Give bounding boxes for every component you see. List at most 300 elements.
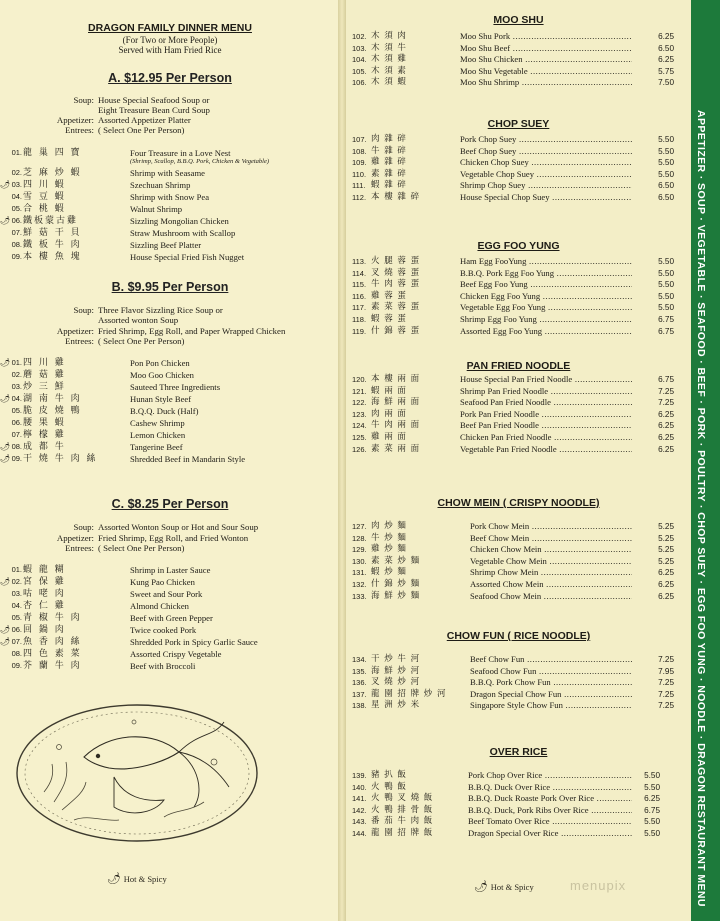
item-name: House Special Chop Suey ..... (460, 192, 632, 204)
entree-row (6, 239, 336, 251)
item-number: 117. (352, 303, 367, 313)
item-number: 128. (352, 533, 367, 543)
item-name: Moo Shu Beef ..... (460, 43, 632, 55)
entree-name: Walnut Shrimp (130, 204, 183, 214)
item-number: 105. (352, 66, 367, 76)
entree-chinese-name: 成 都 牛 (23, 442, 66, 452)
item-price: 5.50 (658, 257, 674, 266)
entree-row (6, 648, 336, 660)
item-name: Shrimp Egg Foo Yung ..... (460, 314, 632, 326)
entree-number: 01. (11, 358, 22, 367)
entree-number: 03. (11, 589, 22, 598)
entree-row (6, 167, 336, 179)
entree-row (0, 441, 336, 453)
set-b-appetizer: Appetizer: Fried Shrimp, Egg Roll, and Paper Wrapped Chicken (56, 326, 286, 336)
entree-name: House Special Fried Fish Nugget (130, 252, 245, 262)
menu-item-row (352, 409, 682, 421)
entree-name: Shrimp with Snow Pea (130, 192, 210, 202)
menu-item-row (352, 689, 682, 701)
item-chinese-name: 海 鮮 炒 麵 (371, 590, 421, 601)
menupix-watermark: menupix (570, 878, 627, 893)
entree-chinese-name: 炒 三 鮮 (23, 382, 66, 392)
entree-name: Tangerine Beef (130, 442, 183, 452)
entree-subnote: (Shrimp, Scallop, B.B.Q. Pork, Chicken & Vegetable) (130, 158, 269, 165)
item-number: 109. (352, 158, 367, 168)
entree-chinese-name: 本 樓 魚 塊 (23, 252, 82, 262)
entree-chinese-name: 青 椒 牛 肉 (23, 613, 82, 623)
item-number: 140. (352, 782, 367, 792)
item-name: Chicken Egg Foo Yung ..... (460, 291, 632, 303)
page-fold (338, 0, 346, 921)
item-chinese-name: 肉 炒 麵 (371, 521, 407, 531)
entree-name: Sauteed Three Ingredients (130, 382, 221, 392)
item-price: 5.25 (658, 545, 674, 555)
entree-number: 03. (11, 180, 22, 189)
entree-row (6, 405, 336, 417)
item-number: 141. (352, 794, 367, 804)
entree-name: Four Treasure in a Love Nest (130, 148, 231, 158)
item-chinese-name: 牛 雜 碎 (371, 145, 407, 156)
item-number: 114. (352, 268, 367, 278)
entree-chinese-name: 蘑 菇 雞 (23, 370, 66, 380)
item-price: 6.75 (658, 326, 674, 336)
entree-chinese-name: 四 川 雞 (23, 358, 66, 368)
item-name: Pork Chop Over Rice ..... (468, 770, 632, 782)
item-name: Moo Shu Pork ..... (460, 31, 632, 43)
item-price: 5.50 (658, 268, 674, 278)
entree-name: Beef with Broccoli (130, 661, 196, 671)
entree-row (6, 612, 336, 624)
item-price: 7.95 (658, 666, 674, 676)
menu-item-row (352, 444, 682, 456)
entree-number: 01. (11, 148, 22, 157)
item-name: Shrimp Chow Mein ..... (470, 567, 632, 579)
item-name: Vegetable Chow Mein ..... (470, 556, 632, 568)
item-chinese-name: 木 須 雞 (371, 54, 407, 65)
entree-name: Assorted Crispy Vegetable (130, 649, 222, 659)
set-b-soup: Soup: Three Flavor Sizzling Rice Soup or (73, 305, 223, 315)
item-name: Chicken Pan Fried Noodle ..... (460, 432, 632, 444)
entree-chinese-name: 魚 香 肉 絲 (23, 637, 82, 647)
item-chinese-name: 什 錦 蓉 蛋 (371, 325, 421, 336)
menu-item-row (352, 268, 682, 280)
entree-row (0, 624, 336, 636)
entree-chinese-name: 雪 豆 蝦 (23, 192, 66, 202)
entree-name: Moo Goo Chicken (130, 370, 194, 380)
entree-chinese-name: 杏 仁 雞 (23, 601, 66, 611)
item-price: 7.50 (658, 78, 674, 88)
menu-item-row (352, 666, 682, 678)
set-a-soup: Soup: House Special Seafood Soup or (73, 95, 210, 105)
item-chinese-name: 叉 燒 炒 河 (371, 677, 421, 688)
menu-item-row (352, 43, 682, 55)
item-price: 7.25 (658, 701, 674, 711)
entree-name: Sizzling Mongolian Chicken (130, 216, 229, 226)
item-number: 115. (352, 280, 367, 290)
entree-name: Shredded Beef in Mandarin Style (130, 454, 246, 464)
item-number: 123. (352, 409, 367, 419)
item-chinese-name: 雞 炒 麵 (371, 544, 407, 555)
entree-chinese-name: 湖 南 牛 肉 (23, 394, 82, 404)
item-price: 5.25 (658, 556, 674, 566)
entree-chinese-name: 回 鍋 肉 (23, 625, 66, 635)
item-name: Seafood Chow Fun ..... (470, 666, 632, 678)
item-price: 5.50 (658, 169, 674, 179)
item-name: Beef Egg Foo Yung ..... (460, 279, 632, 291)
entree-row (0, 453, 336, 465)
item-price: 7.25 (658, 655, 674, 664)
set-c-soup: Soup: Assorted Wonton Soup or Hot and Sour Soup (73, 522, 259, 532)
entree-name: B.Q.Q. Duck (Half) (130, 406, 199, 416)
entree-chinese-name: 芥 蘭 牛 肉 (23, 661, 82, 671)
item-chinese-name: 火 鴨 飯 (371, 781, 407, 792)
item-number: 107. (352, 135, 367, 144)
item-chinese-name: 素 雜 碎 (371, 168, 407, 179)
menu-item-row (352, 192, 682, 204)
menu-item-row (352, 793, 682, 805)
side-category-band (691, 0, 720, 921)
section-title: EGG FOO YUNG (477, 240, 560, 252)
item-name: Chicken Chop Suey ..... (460, 157, 632, 169)
chili-icon: 🌶 (0, 577, 11, 586)
section-title: CHOP SUEY (487, 118, 550, 130)
item-chinese-name: 木 須 素 (371, 65, 407, 76)
item-number: 136. (352, 678, 367, 688)
item-chinese-name: 蝦 炒 麵 (371, 567, 407, 578)
menu-item-row (352, 533, 682, 545)
chili-icon: 🌶 (107, 873, 121, 885)
entree-chinese-name: 脆 皮 燒 鴨 (23, 406, 82, 416)
left-spicy-legend-label: Hot & Spicy (123, 874, 167, 884)
item-chinese-name: 木 須 肉 (371, 31, 407, 41)
menu-item-row (352, 828, 682, 840)
goldfish-plate-illustration (14, 702, 260, 844)
item-chinese-name: 叉 燒 蓉 蛋 (371, 267, 421, 278)
item-number: 102. (352, 32, 367, 41)
entree-chinese-name: 鮮 菇 干 貝 (23, 228, 82, 238)
set-c-entree-list (0, 564, 336, 679)
item-number: 131. (352, 568, 367, 578)
menu-item-row (352, 66, 682, 78)
item-chinese-name: 木 須 蝦 (371, 77, 407, 88)
set-a-heading: A. $12.95 Per Person (108, 71, 232, 85)
entree-chinese-name: 蝦 龍 糊 (23, 565, 66, 575)
entree-chinese-name: 腰 果 蝦 (23, 418, 66, 428)
set-c-appetizer: Appetizer: Fried Shrimp, Egg Roll, and Fried Wonton (56, 533, 249, 543)
item-number: 138. (352, 701, 367, 711)
entree-row (0, 576, 336, 588)
item-name: Seafood Chow Mein ..... (470, 591, 632, 603)
set-a-appetizer: Appetizer: Assorted Appetizer Platter (56, 115, 191, 125)
chili-icon: 🌶 (0, 180, 11, 189)
menu-item-row (352, 134, 682, 146)
item-price: 5.50 (644, 771, 660, 780)
item-chinese-name: 牛 肉 兩 面 (371, 420, 421, 431)
entree-number: 09. (11, 454, 22, 463)
chili-icon: 🌶 (0, 394, 11, 403)
menu-item-row (352, 180, 682, 192)
entree-number: 07. (11, 637, 22, 646)
menu-item-row (352, 54, 682, 66)
entree-number: 05. (11, 204, 22, 213)
entree-name: Almond Chicken (130, 601, 189, 611)
item-name: Beef Chow Fun ..... (470, 654, 632, 666)
set-a-entrees: Entrees: ( Select One Per Person) (65, 125, 185, 135)
entree-row (6, 588, 336, 600)
item-chinese-name: 海 鮮 炒 河 (371, 665, 421, 676)
item-chinese-name: 木 須 牛 (371, 42, 407, 53)
item-chinese-name: 素 菜 炒 麵 (371, 555, 421, 566)
item-price: 5.75 (658, 66, 674, 76)
menu-item-row (352, 279, 682, 291)
item-price: 5.25 (658, 533, 674, 543)
right-spicy-legend (474, 880, 534, 893)
item-chinese-name: 牛 肉 蓉 蛋 (371, 279, 421, 290)
set-c-entrees: Entrees: ( Select One Per Person) (65, 543, 185, 553)
item-chinese-name: 火 鴨 排 骨 飯 (371, 804, 434, 815)
left-spicy-legend (107, 872, 167, 885)
set-a-entree-list (0, 147, 336, 267)
entree-row (6, 564, 336, 576)
entree-chinese-name: 咕 咾 肉 (23, 589, 66, 599)
entree-name: Straw Mushroom with Scallop (130, 228, 236, 238)
entree-chinese-name: 宮 保 雞 (23, 577, 66, 587)
item-name: Beef Tomato Over Rice ..... (468, 816, 632, 828)
item-number: 113. (352, 257, 367, 266)
item-price: 6.75 (658, 315, 674, 324)
menu-item-row (352, 700, 682, 712)
menu-item-row (352, 654, 682, 666)
menu-item-row (352, 291, 682, 303)
item-price: 6.25 (658, 591, 674, 601)
item-name: House Special Pan Fried Noodle ..... (460, 374, 632, 386)
set-b-entrees: Entrees: ( Select One Per Person) (65, 336, 185, 346)
menu-item-row (352, 521, 682, 533)
entree-chinese-name: 鐵板蒙古雞 (23, 216, 79, 226)
set-b-entree-list (0, 357, 336, 472)
set-a-soup-alt: Eight Treasure Bean Curd Soup (98, 105, 210, 115)
item-number: 137. (352, 689, 367, 699)
item-chinese-name: 本 樓 兩 面 (371, 374, 421, 384)
entree-number: 01. (11, 565, 22, 574)
section-title: CHOW FUN ( RICE NOODLE) (446, 630, 591, 642)
entree-chinese-name: 龍 巢 四 寶 (23, 148, 82, 158)
entree-number: 04. (11, 394, 22, 403)
entree-row (6, 203, 336, 215)
entree-chinese-name: 干 燒 牛 肉 絲 (23, 454, 98, 464)
entree-row (6, 600, 336, 612)
item-price: 6.25 (658, 568, 674, 578)
item-chinese-name: 蝦 蓉 蛋 (371, 314, 407, 324)
menu-item-row (352, 77, 682, 89)
item-name: Dragon Special Over Rice ..... (468, 828, 632, 840)
entree-number: 06. (11, 625, 22, 634)
menu-item-row (352, 556, 682, 568)
item-name: B.B.Q. Duck, Pork Ribs Over Rice ..... (468, 805, 632, 817)
menu-item-row (352, 326, 682, 338)
item-number: 106. (352, 78, 367, 88)
item-name: B.B.Q. Pork Egg Foo Yung ..... (460, 268, 632, 280)
item-number: 120. (352, 375, 367, 384)
entree-name: Shredded Pork in Spicy Garlic Sauce (130, 637, 258, 647)
chili-icon: 🌶 (0, 637, 11, 646)
item-name: Pork Chow Mein ..... (470, 521, 632, 533)
item-price: 6.25 (658, 32, 674, 41)
entree-number: 07. (11, 430, 22, 439)
item-chinese-name: 番 茄 牛 肉 飯 (371, 816, 434, 827)
item-price: 6.75 (644, 805, 660, 815)
menu-item-row (352, 397, 682, 409)
entree-number: 08. (11, 442, 22, 451)
menu-item-row (352, 770, 682, 782)
item-number: 125. (352, 433, 367, 442)
side-category-text: APPETIZER · SOUP · VEGETABLE · SEAFOOD · BEEF · PORK · POULTRY · CHOP SUEY · EGG FOO YUNG · NOODLE · DRAGON RESTAURANT MENU (695, 110, 707, 907)
item-number: 132. (352, 580, 367, 589)
section-title: MOO SHU (493, 14, 544, 26)
item-name: Dragon Special Chow Fun ..... (470, 689, 632, 701)
item-name: Singapore Style Chow Fun ..... (470, 700, 632, 712)
item-name: Moo Shu Shrimp ..... (460, 77, 632, 89)
chili-icon: 🌶 (0, 454, 11, 463)
entree-name: Pon Pon Chicken (130, 358, 190, 368)
entree-number: 04. (11, 601, 22, 610)
item-chinese-name: 肉 雜 碎 (371, 134, 407, 144)
item-name: Shrimp Pan Fried Noodle ..... (460, 386, 632, 398)
entree-row (0, 215, 336, 227)
item-chinese-name: 火 腿 蓉 蛋 (371, 256, 421, 266)
item-chinese-name: 什 錦 炒 麵 (371, 579, 421, 589)
item-price: 5.50 (644, 829, 660, 838)
item-chinese-name: 龍 園 招 牌 炒 河 (371, 688, 447, 699)
item-chinese-name: 雞 兩 面 (371, 432, 407, 442)
entree-name: Szechuan Shrimp (130, 180, 191, 190)
set-c-heading: C. $8.25 Per Person (111, 497, 229, 511)
set-b-heading: B. $9.95 Per Person (111, 280, 229, 294)
entree-number: 05. (11, 406, 22, 415)
entree-number: 02. (11, 577, 22, 586)
item-price: 6.50 (658, 193, 674, 202)
item-number: 144. (352, 829, 367, 838)
item-price: 6.25 (658, 409, 674, 419)
entree-name: Sizzling Beef Platter (130, 240, 202, 250)
item-chinese-name: 豬 扒 飯 (371, 770, 407, 780)
item-number: 139. (352, 771, 367, 780)
entree-name: Sweet and Sour Pork (130, 589, 203, 599)
item-price: 5.50 (658, 135, 674, 144)
item-price: 5.50 (658, 280, 674, 290)
entree-row (6, 369, 336, 381)
dinner-menu-rice-note: Served with Ham Fried Rice (118, 45, 222, 55)
dinner-menu-title: DRAGON FAMILY DINNER MENU (88, 22, 252, 34)
entree-name: Beef with Green Pepper (130, 613, 213, 623)
item-price: 7.25 (658, 398, 674, 408)
item-chinese-name: 干 炒 牛 河 (371, 654, 421, 664)
item-price: 7.25 (658, 386, 674, 396)
item-chinese-name: 龍 園 招 牌 飯 (371, 828, 434, 838)
entree-name: Hunan Style Beef (130, 394, 192, 404)
entree-chinese-name: 合 桃 蝦 (23, 204, 66, 214)
section-title: OVER RICE (489, 746, 548, 758)
entree-row (0, 393, 336, 405)
item-number: 111. (352, 181, 366, 191)
item-price: 5.25 (658, 522, 674, 531)
item-chinese-name: 海 鮮 兩 面 (371, 397, 421, 408)
item-chinese-name: 雞 蓉 蛋 (371, 290, 407, 301)
menu-item-row (352, 591, 682, 603)
item-name: Seafood Pan Fried Noodle ..... (460, 397, 632, 409)
item-name: B.B.Q. Duck Over Rice ..... (468, 782, 632, 794)
menu-item-row (352, 816, 682, 828)
item-chinese-name: 肉 兩 面 (371, 408, 407, 419)
set-b-soup-alt: Assorted wonton Soup (98, 315, 179, 325)
menu-item-row (352, 386, 682, 398)
item-number: 118. (352, 315, 367, 324)
item-number: 103. (352, 43, 367, 53)
item-price: 6.25 (644, 794, 660, 804)
entree-row (6, 660, 336, 672)
entree-name: Cashew Shrimp (130, 418, 185, 428)
item-chinese-name: 牛 炒 麵 (371, 532, 407, 543)
menu-item-row (352, 567, 682, 579)
item-number: 135. (352, 666, 367, 676)
item-price: 5.50 (658, 158, 674, 168)
item-number: 119. (352, 326, 367, 336)
entree-row (6, 251, 336, 263)
item-number: 116. (352, 291, 367, 301)
item-chinese-name: 蝦 雜 碎 (371, 180, 407, 191)
item-name: Beef Chop Suey ..... (460, 146, 632, 158)
entree-number: 09. (11, 661, 22, 670)
menu-item-row (352, 782, 682, 794)
chili-icon: 🌶 (0, 625, 11, 634)
item-name: Pork Pan Fried Noodle ..... (460, 409, 632, 421)
item-name: Assorted Egg Foo Yung ..... (460, 326, 632, 338)
section-title: CHOW MEIN ( CRISPY NOODLE) (437, 497, 600, 509)
menu-item-row (352, 157, 682, 169)
item-number: 104. (352, 55, 367, 65)
entree-number: 02. (11, 370, 22, 379)
item-name: Vegetable Egg Foo Yung ..... (460, 302, 632, 314)
entree-number: 02. (11, 168, 22, 177)
entree-row (6, 381, 336, 393)
item-price: 5.50 (644, 782, 660, 792)
entree-number: 08. (11, 649, 22, 658)
entree-number: 04. (11, 192, 22, 201)
entree-row (6, 227, 336, 239)
item-price: 6.25 (658, 55, 674, 65)
entree-name: Shrimp with Seasame (130, 168, 205, 178)
entree-name: Kung Pao Chicken (130, 577, 195, 587)
entree-number: 09. (11, 252, 22, 261)
menu-item-row (352, 146, 682, 158)
item-name: Chicken Chow Mein ..... (470, 544, 632, 556)
chili-icon: 🌶 (0, 358, 11, 367)
item-name: Assorted Chow Mein ..... (470, 579, 632, 591)
item-price: 5.50 (644, 817, 660, 827)
item-chinese-name: 素 菜 蓉 蛋 (371, 302, 421, 313)
item-chinese-name: 火 鴨 叉 燒 飯 (371, 793, 434, 804)
item-price: 6.25 (658, 444, 674, 454)
item-number: 133. (352, 591, 367, 601)
item-name: Beef Pan Fried Noodle ..... (460, 420, 632, 432)
item-name: Ham Egg FooYung ..... (460, 256, 632, 268)
item-number: 130. (352, 556, 367, 566)
chili-icon: 🌶 (474, 881, 488, 893)
item-number: 112. (352, 193, 367, 202)
item-name: Beef Chow Mein ..... (470, 533, 632, 545)
item-number: 129. (352, 545, 367, 555)
item-name: Vegetable Pan Fried Noodle ..... (460, 444, 632, 456)
